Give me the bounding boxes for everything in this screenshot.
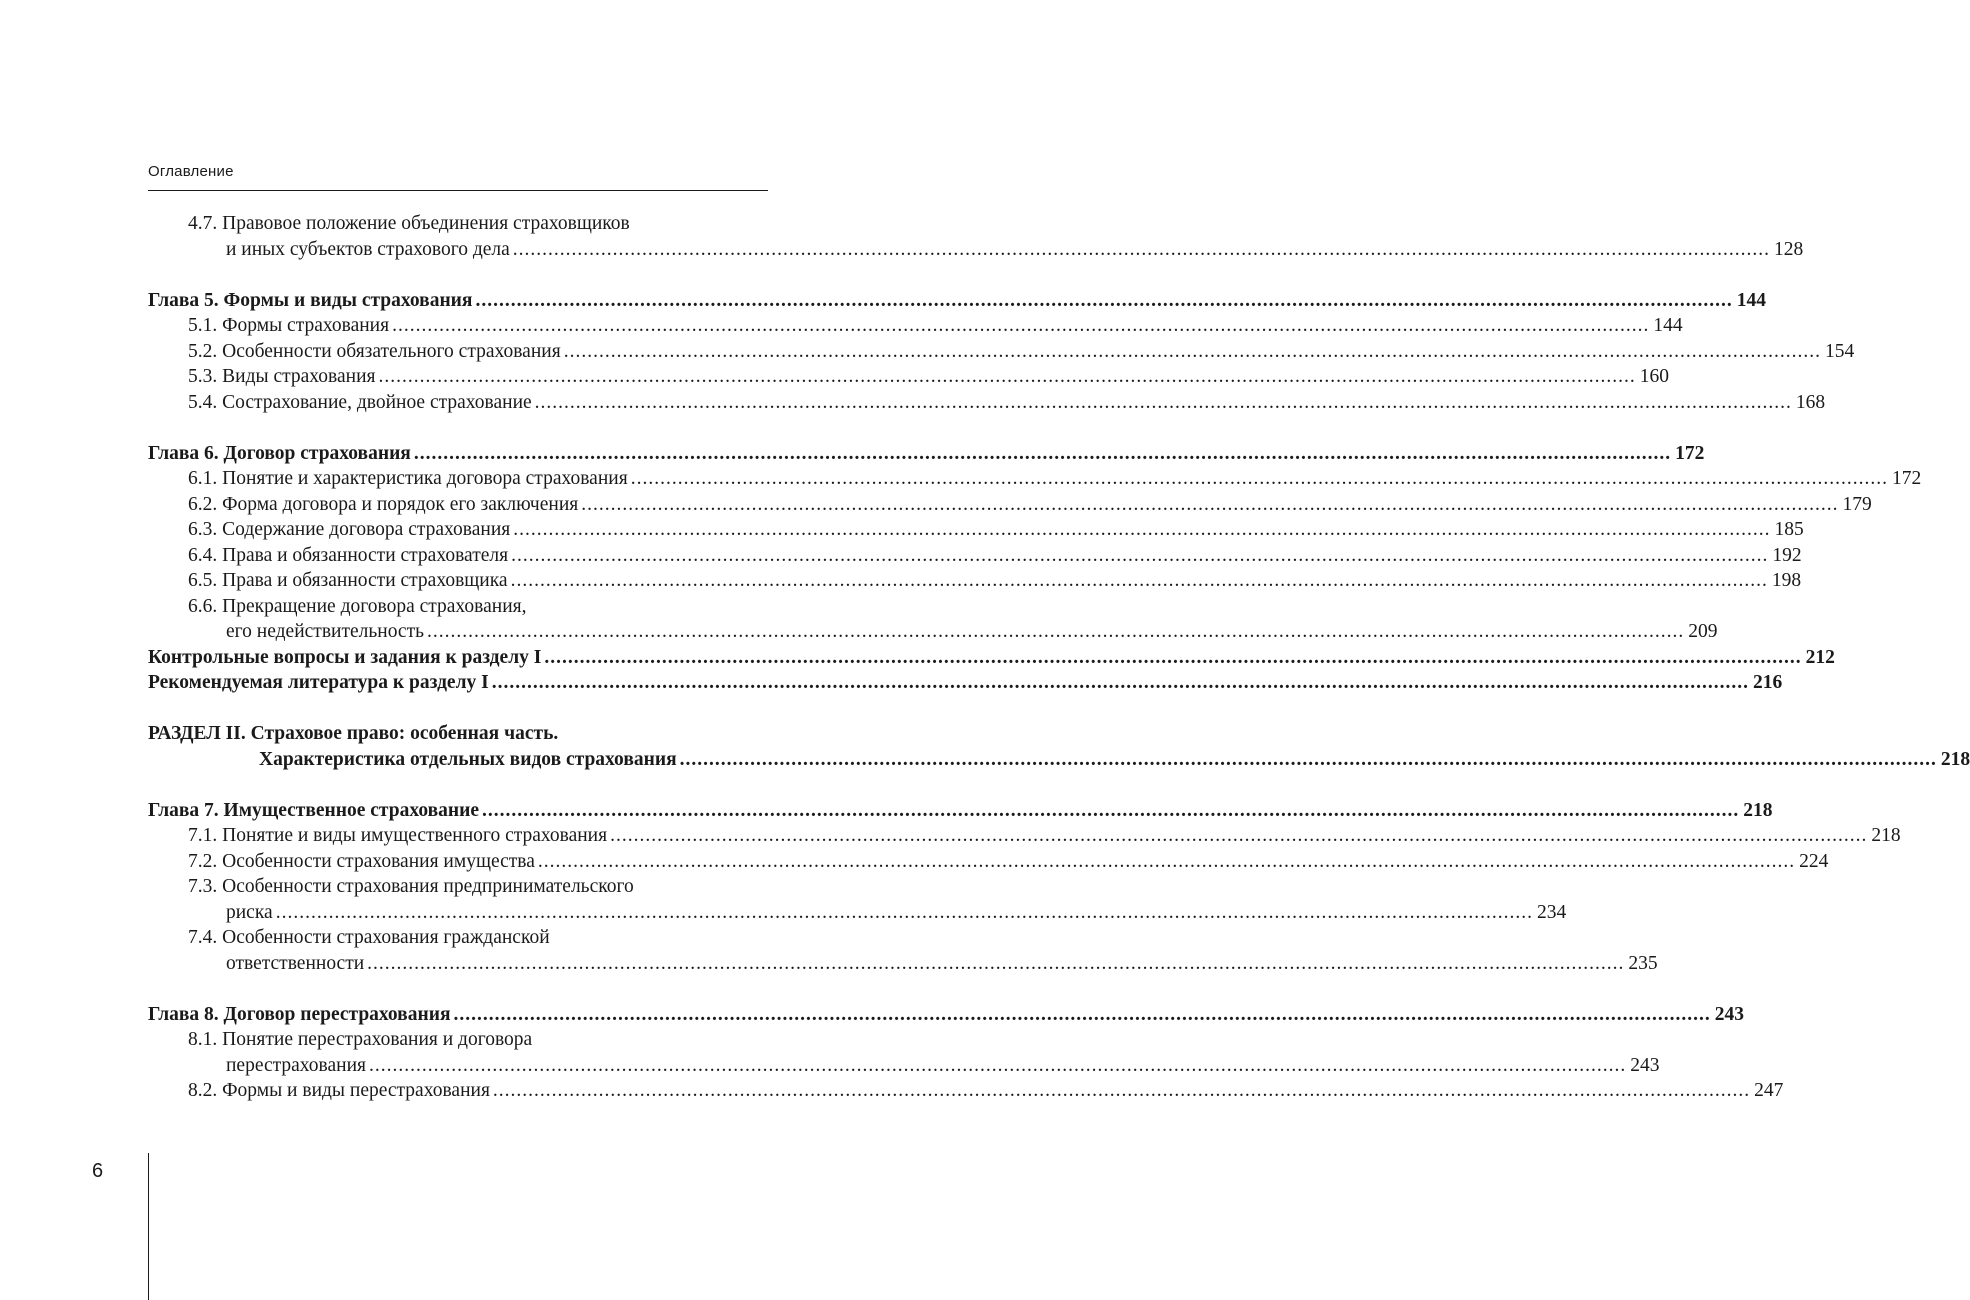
spacer	[148, 976, 768, 1002]
spacer	[148, 772, 768, 798]
running-head-title: Оглавление	[148, 163, 234, 180]
toc-chapter-page: 212	[1805, 646, 1835, 668]
table-of-contents	[148, 211, 1970, 1104]
toc-entry-title-cont: и иных субъектов страхового дела	[226, 238, 510, 260]
toc-entry-title: 6.5. Права и обязанности страховщика	[188, 570, 508, 591]
leader-dots	[454, 1002, 1711, 1028]
leader-dots	[538, 849, 1795, 875]
leader-dots	[513, 237, 1770, 263]
toc-entry-7-2[interactable]	[148, 849, 1829, 875]
toc-entry-6-5[interactable]	[148, 568, 1802, 594]
toc-chapter-page: 243	[1714, 1003, 1744, 1025]
toc-chapter-7[interactable]	[148, 798, 1773, 824]
toc-entry-4-7[interactable]	[148, 211, 1804, 262]
toc-chapter-title: Глава 7. Имущественное страхование	[148, 799, 480, 821]
toc-entry-title: 6.3. Содержание договора страхования	[188, 519, 511, 540]
leader-dots	[544, 645, 1801, 671]
leader-dots	[276, 900, 1533, 926]
leader-dots	[631, 466, 1888, 492]
leader-dots	[535, 390, 1792, 416]
toc-chapter-page: 216	[1753, 672, 1783, 693]
toc-entry-title: 5.1. Формы страхования	[188, 315, 390, 336]
toc-entry-title-cont: перестрахования	[226, 1054, 367, 1076]
toc-entry-title: 5.3. Виды страхования	[188, 366, 376, 387]
leader-dots	[493, 1078, 1750, 1104]
toc-entry-page: 243	[1630, 1054, 1660, 1076]
toc-entry-title-cont: его недействительность	[226, 621, 424, 642]
toc-entry-title: 7.2. Особенности страхования имущества	[188, 850, 535, 872]
toc-entry-5-2[interactable]	[148, 339, 1855, 365]
leader-dots	[564, 339, 1821, 365]
toc-entry-8-1[interactable]	[148, 1027, 1660, 1078]
toc-chapter-page: 144	[1736, 289, 1766, 311]
toc-review-questions-1[interactable]	[148, 645, 1835, 671]
toc-entry-5-1[interactable]	[148, 313, 1683, 339]
toc-entry-title: 5.4. Сострахование, двойное страхование	[188, 391, 532, 413]
leader-dots	[392, 313, 1649, 339]
toc-entry-page: 209	[1688, 621, 1718, 642]
toc-entry-title: 8.1. Понятие перестрахования и договора	[188, 1029, 533, 1050]
toc-entry-page: 185	[1774, 519, 1804, 540]
leader-dots	[581, 492, 1838, 518]
toc-entry-page: 224	[1799, 850, 1829, 872]
leader-dots	[414, 441, 1671, 467]
toc-entry-6-6[interactable]	[148, 594, 1718, 645]
toc-entry-title: 6.6. Прекращение договора страхования,	[188, 595, 527, 617]
toc-entry-page: 218	[1871, 825, 1901, 846]
toc-entry-title-cont: ответственности	[226, 952, 365, 974]
spacer	[148, 696, 768, 722]
toc-part-page: 218	[1940, 748, 1970, 770]
spacer	[148, 262, 768, 288]
toc-entry-page: 128	[1774, 238, 1804, 260]
margin-rule	[148, 1153, 149, 1300]
toc-entry-page: 234	[1536, 901, 1567, 923]
toc-entry-page: 235	[1628, 952, 1658, 974]
toc-entry-page: 172	[1891, 468, 1922, 489]
toc-entry-title: 6.4. Права и обязанности страхователя	[188, 544, 509, 566]
leader-dots	[680, 747, 1937, 773]
leader-dots	[511, 543, 1768, 569]
leader-dots	[367, 951, 1624, 977]
toc-chapter-title: Глава 6. Договор страхования	[148, 442, 411, 464]
toc-part-title-cont: Характеристика отдельных видов страхования	[259, 748, 677, 770]
toc-entry-page: 168	[1795, 391, 1826, 413]
toc-entry-title: 5.2. Особенности обязательного страхования	[188, 340, 561, 362]
toc-entry-title: 8.2. Формы и виды перестрахования	[188, 1080, 490, 1101]
toc-entry-6-4[interactable]	[148, 543, 1802, 569]
leader-dots	[475, 288, 1732, 314]
toc-chapter-title: Рекомендуемая литература к разделу I	[148, 672, 489, 693]
spacer	[148, 415, 768, 441]
header-rule	[148, 190, 768, 191]
toc-entry-8-2[interactable]	[148, 1078, 1784, 1104]
toc-chapter-8[interactable]	[148, 1002, 1744, 1028]
toc-chapter-5[interactable]	[148, 288, 1766, 314]
toc-part-2[interactable]	[148, 721, 1970, 772]
toc-entry-page: 247	[1754, 1080, 1784, 1101]
toc-entry-title: 6.2. Форма договора и порядок его заключения	[188, 493, 579, 515]
toc-entry-title: 7.4. Особенности страхования гражданской	[188, 927, 550, 948]
leader-dots	[513, 517, 1770, 543]
leader-dots	[369, 1053, 1626, 1079]
toc-entry-6-3[interactable]	[148, 517, 1804, 543]
toc-entry-page: 198	[1771, 570, 1802, 591]
page-number: 6	[92, 1160, 104, 1182]
toc-entry-page: 192	[1772, 544, 1802, 566]
leader-dots	[482, 798, 1739, 824]
toc-entry-page: 179	[1842, 493, 1872, 515]
toc-entry-page: 160	[1639, 366, 1669, 387]
toc-entry-7-4[interactable]	[148, 925, 1658, 976]
toc-entry-title-cont: риска	[226, 901, 273, 923]
toc-part-title: РАЗДЕЛ II. Страховое право: особенная часть.	[148, 723, 559, 744]
toc-entry-page: 154	[1824, 340, 1855, 362]
toc-chapter-title: Глава 5. Формы и виды страхования	[148, 289, 473, 311]
toc-chapter-6[interactable]	[148, 441, 1705, 467]
toc-entry-7-1[interactable]	[148, 823, 1901, 849]
toc-entry-title: 4.7. Правовое положение объединения страховщиков	[188, 213, 630, 234]
toc-chapter-title: Контрольные вопросы и задания к разделу I	[148, 646, 542, 668]
leader-dots	[427, 619, 1684, 645]
leader-dots	[492, 670, 1749, 696]
toc-entry-7-3[interactable]	[148, 874, 1567, 925]
toc-literature-1[interactable]	[148, 670, 1783, 696]
toc-chapter-page: 172	[1675, 442, 1705, 464]
toc-entry-5-4[interactable]	[148, 390, 1826, 416]
toc-entry-title: 7.3. Особенности страхования предпринимательского	[188, 876, 634, 897]
toc-chapter-title: Глава 8. Договор перестрахования	[148, 1003, 451, 1025]
toc-entry-6-1[interactable]	[148, 466, 1922, 492]
leader-dots	[511, 568, 1768, 594]
toc-entry-6-2[interactable]	[148, 492, 1872, 518]
toc-entry-5-3[interactable]	[148, 364, 1669, 390]
toc-entry-title: 6.1. Понятие и характеристика договора страхования	[188, 468, 628, 489]
toc-chapter-page: 218	[1743, 799, 1773, 821]
toc-entry-page: 144	[1653, 315, 1683, 336]
leader-dots	[379, 364, 1636, 390]
leader-dots	[610, 823, 1867, 849]
toc-entry-title: 7.1. Понятие и виды имущественного страхования	[188, 825, 608, 846]
